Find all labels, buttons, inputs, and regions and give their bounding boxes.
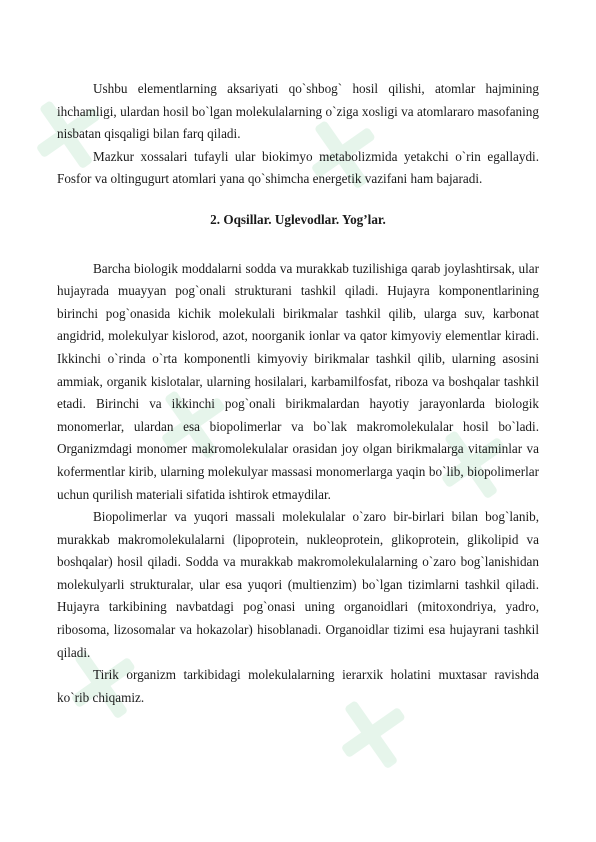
paragraph: Mazkur xossalari tufayli ular biokimyo metabolizmida yetakchi o`rin egallaydi. Fosfor va oltingugurt atomlari yana qo`shimcha energetik vazifani ham bajaradi. [57, 148, 539, 187]
paragraph: Barcha biologik moddalarni sodda va murakkab tuzilishiga qarab joylashtirsak, ular hujayrada muayyan pog`onali strukturani tashkil qiladi. Hujayra komponentlarining birinchi pog`onasida kichik molekulali birikmalar tashkil qilib, ularga suv, karbonat angidrid, molekulyar kislorod, azot, noorganik ionlar va qator kimyoviy elementlar kiradi. Ikkinchi o`rinda o`rta komponentli kimyoviy birikmalar tashkil qilib, ularning asosini ammiak, organik kislotalar, ularning hosilalari, karbamilfosfat, riboza va boshqalar tashkil etadi. Birinchi va ikkinchi pog`onali birikmalardan hayotiy jarayonlarda biologik monomerlar, ulardan esa biopolimerlar va bo`lak makromolekulalar hosil bo`ladi. Organizmdagi monomer makromolekulalar orasidan joy olgan birikmalarga vitaminlar va kofermentlar kirib, ularning molekulyar massasi monomerlarga yaqin bo`lib, biopolimerlar uchun qurilish materiali sifatida ishtirok etmaydilar. [57, 260, 539, 502]
document-page [57, 78, 539, 709]
paragraph: Biopolimerlar va yuqori massali molekulalar o`zaro bir-birlari bilan bog`lanib, murakkab makromolekulalarni (lipoprotein, nukleoprotein, glikoprotein, glikolipid va boshqalar) hosil qiladi. Sodda va murakkab makromolekulalarning o`zaro bog`lanishidan molekulyarli strukturalar, ular esa yuqori (multienzim) bo`lgan tizimlarni tashkil qiladi. Hujayra tarkibining navbatdagi pog`onasi uning organoidlari (mitoxondriya, yadro, ribosoma, lizosomalar va hokazolar) hisoblanadi. Organoidlar tizimi esa hujayrani tashkil qiladi. [57, 509, 539, 660]
paragraph: Tirik organizm tarkibidagi molekulalarning ierarxik holatini muxtasar ravishda ko`rib chiqamiz. [57, 667, 539, 705]
section-heading: 2. Oqsillar. Uglevodlar. Yog’lar. [210, 211, 386, 227]
paragraph: Ushbu elementlarning aksariyati qo`shbog` hosil qilishi, atomlar hajmining ihchamligi, ulardan hosil bo`lgan molekulalarning o`ziga xosligi va atomlararo masofaning nisbatan qisqaligi bilan farq qiladi. [57, 81, 539, 142]
